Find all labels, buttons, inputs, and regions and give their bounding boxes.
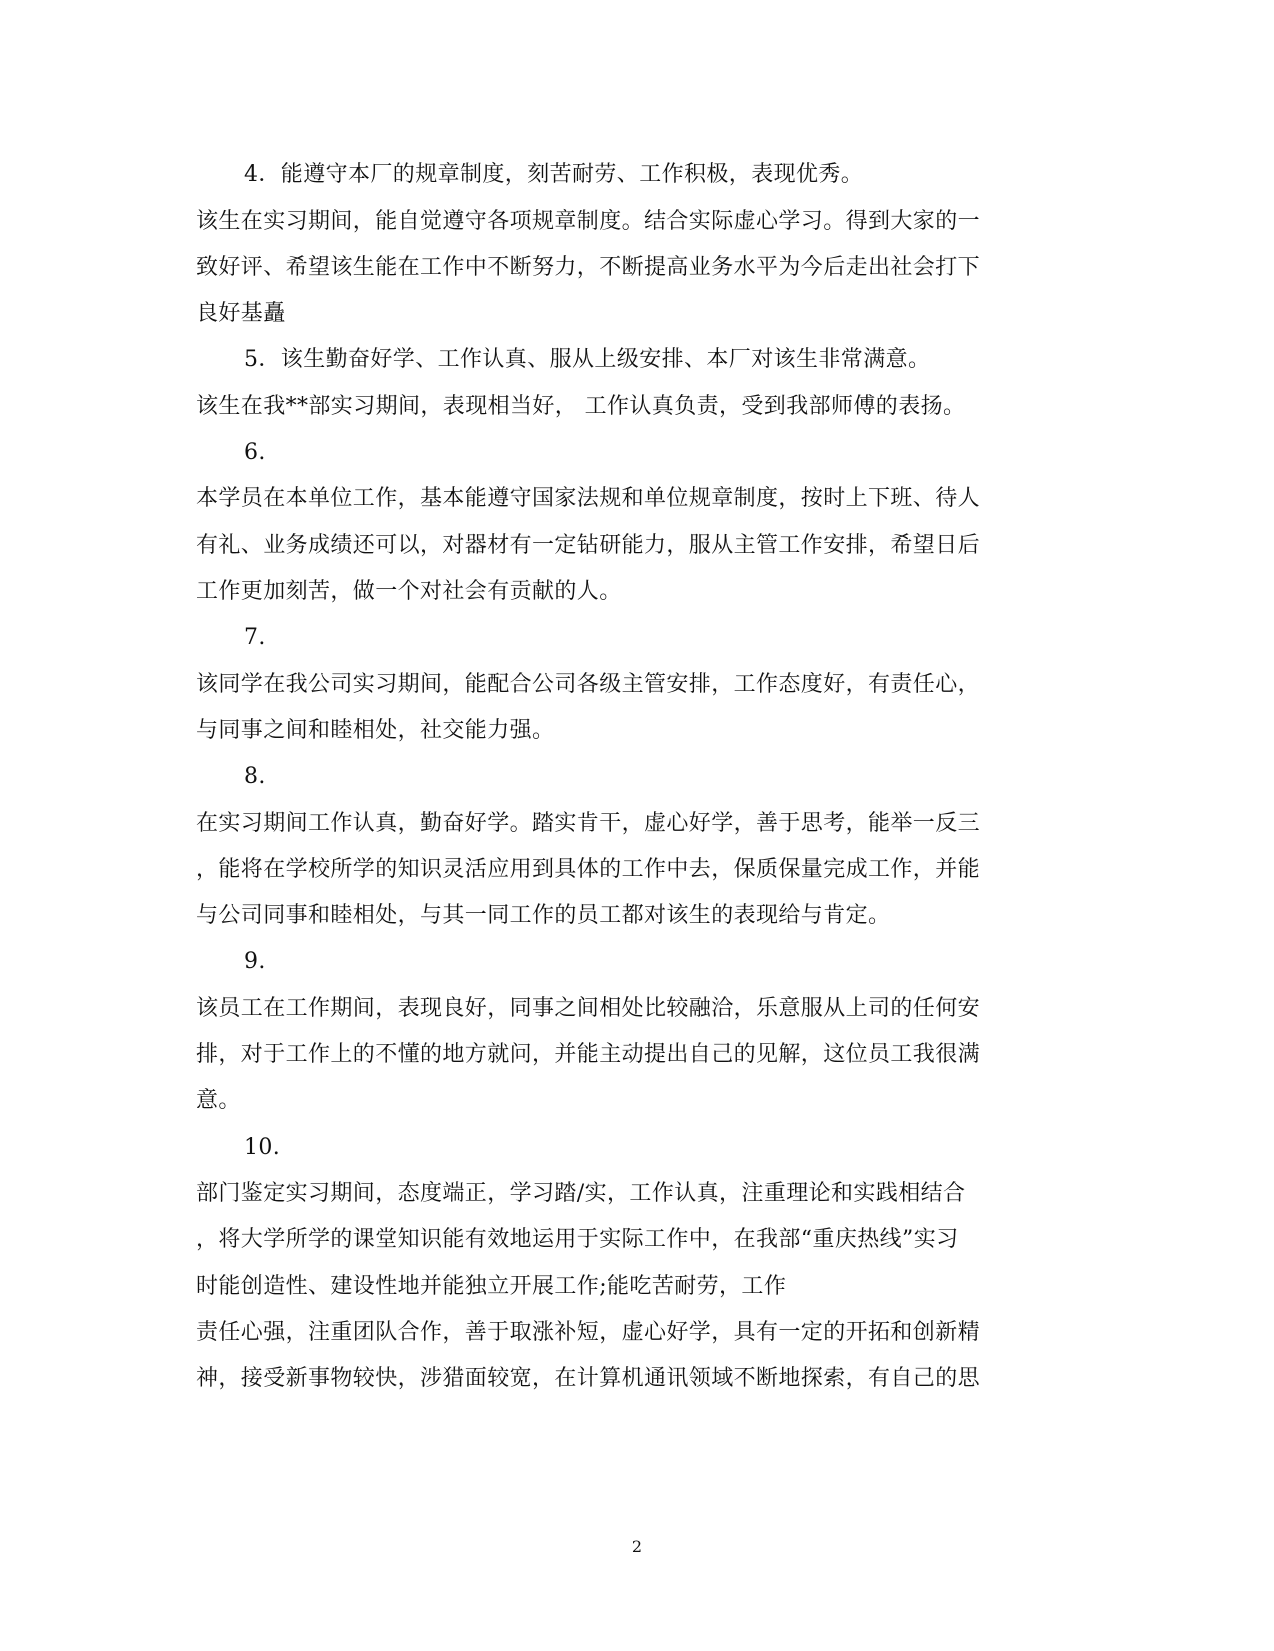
- item-number: 10.: [244, 1135, 281, 1160]
- paragraph-line: 本学员在本单位工作，基本能遵守国家法规和单位规章制度，按时上下班、待人: [196, 486, 981, 511]
- paragraph-line: ，能将在学校所学的知识灵活应用到具体的工作中去，保质保量完成工作，并能: [196, 857, 981, 882]
- item-number: 6.: [244, 440, 266, 465]
- paragraph-line: 与同事之间和睦相处，社交能力强。: [196, 718, 555, 743]
- paragraph-line: 有礼、业务成绩还可以，对器材有一定钻研能力，服从主管工作安排，希望日后: [196, 533, 981, 558]
- paragraph-line: 部门鉴定实习期间，态度端正，学习踏/实，工作认真，注重理论和实践相结合: [196, 1181, 966, 1206]
- item-number: 9.: [244, 949, 266, 974]
- paragraph-line: 该生在实习期间，能自觉遵守各项规章制度。结合实际虚心学习。得到大家的一: [196, 209, 981, 234]
- item-number: 7.: [244, 625, 266, 650]
- paragraph-line: 意。: [196, 1088, 241, 1113]
- paragraph-line: 良好基矗: [196, 301, 286, 326]
- paragraph-line: ，将大学所学的课堂知识能有效地运用于实际工作中，在我部“重庆热线”实习: [196, 1227, 959, 1252]
- paragraph-line: 该生在我**部实习期间，表现相当好， 工作认真负责，受到我部师傅的表扬。: [196, 394, 966, 419]
- paragraph-line: 该员工在工作期间，表现良好，同事之间相处比较融洽，乐意服从上司的任何安: [196, 996, 981, 1021]
- page-number: 2: [631, 1537, 643, 1556]
- item-4-text: 4．能遵守本厂的规章制度，刻苦耐劳、工作积极，表现优秀。: [244, 162, 864, 187]
- paragraph-line: 时能创造性、建设性地并能独立开展工作;能吃苦耐劳，工作: [196, 1274, 787, 1299]
- item-number: 8.: [244, 764, 266, 789]
- paragraph-line: 与公司同事和睦相处，与其一同工作的员工都对该生的表现给与肯定。: [196, 903, 891, 928]
- paragraph-line: 工作更加刻苦，做一个对社会有贡献的人。: [196, 579, 622, 604]
- paragraph-line: 致好评、希望该生能在工作中不断努力，不断提高业务水平为今后走出社会打下: [196, 255, 981, 280]
- item-5-text: 5．该生勤奋好学、工作认真、服从上级安排、本厂对该生非常满意。: [244, 347, 931, 372]
- paragraph-line: 责任心强，注重团队合作，善于取涨补短，虚心好学，具有一定的开拓和创新精: [196, 1320, 981, 1345]
- paragraph-line: 在实习期间工作认真，勤奋好学。踏实肯干，虚心好学，善于思考，能举一反三: [196, 811, 981, 836]
- paragraph-line: 排，对于工作上的不懂的地方就问，并能主动提出自己的见解，这位员工我很满: [196, 1042, 981, 1067]
- paragraph-line: 神，接受新事物较快，涉猎面较宽，在计算机通讯领域不断地探索，有自己的思: [196, 1366, 981, 1391]
- paragraph-line: 该同学在我公司实习期间，能配合公司各级主管安排，工作态度好，有责任心，: [196, 672, 981, 697]
